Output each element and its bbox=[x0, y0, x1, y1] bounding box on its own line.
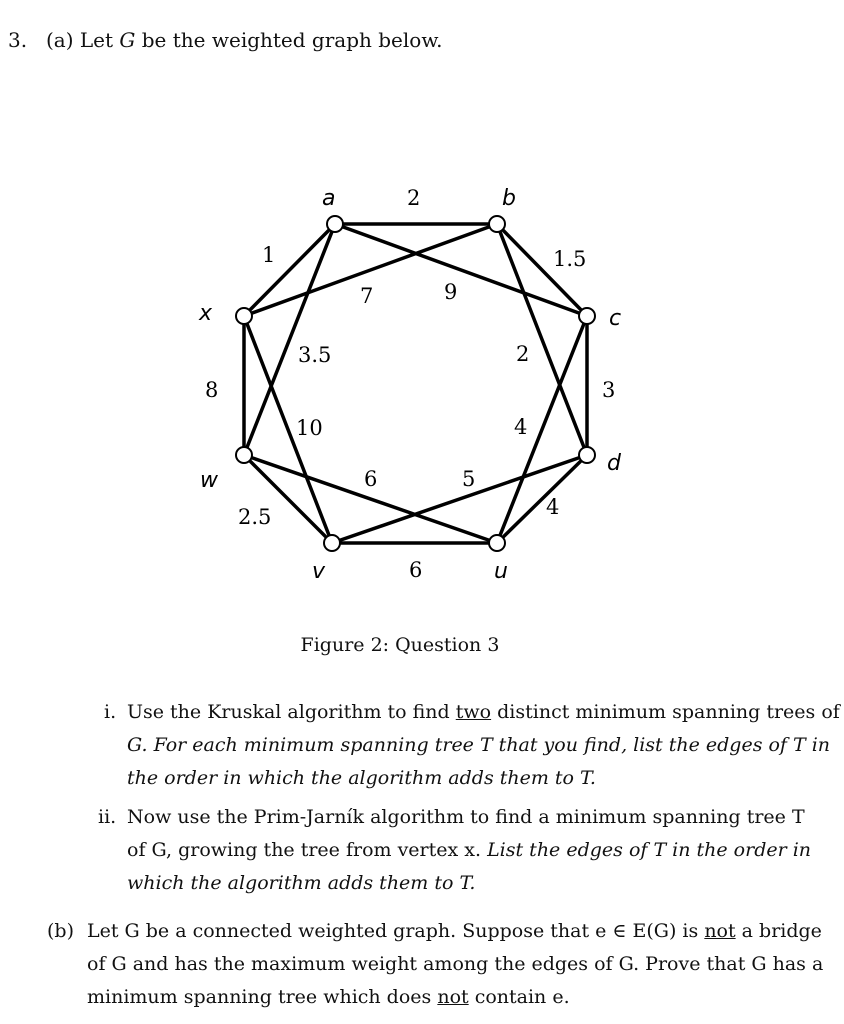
part-i-line-3: the order in which the algorithm adds them to T. bbox=[127, 767, 596, 789]
edge-d-u bbox=[497, 455, 587, 543]
part-ii-line-3: which the algorithm adds them to T. bbox=[127, 872, 476, 894]
vertex-u bbox=[489, 535, 505, 551]
part-ii-line-1: Now use the Prim-Jarník algorithm to find a minimum spanning tree T bbox=[127, 806, 805, 828]
graph-symbol: G bbox=[119, 28, 136, 52]
weight-c-u: 4 bbox=[514, 415, 528, 439]
weight-x-v: 10 bbox=[296, 416, 323, 440]
part-b-text bbox=[87, 915, 823, 1014]
weight-w-u: 6 bbox=[364, 467, 378, 491]
weight-a-x: 1 bbox=[262, 243, 276, 267]
vertex-label-c: c bbox=[609, 306, 622, 331]
weight-a-c: 9 bbox=[444, 280, 458, 304]
edge-w-v bbox=[244, 455, 332, 543]
question-number: 3. bbox=[8, 28, 28, 52]
vertex-c bbox=[579, 308, 595, 324]
weight-a-v: 3.5 bbox=[298, 343, 332, 367]
weight-a-b: 2 bbox=[407, 186, 421, 210]
part-a-marker: (a) bbox=[46, 28, 74, 52]
weight-v-u: 6 bbox=[409, 558, 423, 582]
part-b-line-1: Let G be a connected weighted graph. Suppose that e ∈ E(G) is not a bridge bbox=[87, 920, 822, 942]
weight-w-v: 2.5 bbox=[238, 505, 272, 529]
underlined-not-2: not bbox=[437, 986, 469, 1008]
edge-a-x bbox=[244, 224, 335, 316]
part-ii-marker: ii. bbox=[98, 806, 117, 828]
weight-b-d: 2 bbox=[516, 342, 530, 366]
vertex-label-v: v bbox=[312, 559, 326, 584]
vertex-label-x: x bbox=[199, 301, 213, 326]
weight-d-u: 4 bbox=[546, 495, 560, 519]
vertex-label-u: u bbox=[494, 559, 508, 584]
intro-text-1: Let bbox=[79, 28, 114, 52]
weight-c-d: 3 bbox=[602, 378, 616, 402]
part-b-line-2: of G and has the maximum weight among the edges of G. Prove that G has a bbox=[87, 953, 824, 975]
vertex-label-d: d bbox=[607, 451, 621, 476]
figure-caption: Figure 2: Question 3 bbox=[300, 634, 500, 656]
part-ii-line-2: of G, growing the tree from vertex x. List the edges of T in the order in bbox=[127, 839, 812, 861]
vertex-x bbox=[236, 308, 252, 324]
part-b-marker: (b) bbox=[47, 920, 74, 942]
edge-c-u bbox=[497, 316, 587, 543]
vertex-w bbox=[236, 447, 252, 463]
intro-text-2: be the weighted graph below. bbox=[141, 28, 443, 52]
part-i-marker: i. bbox=[104, 701, 117, 723]
part-i-line-1: Use the Kruskal algorithm to find two distinct minimum spanning trees of bbox=[127, 701, 840, 723]
part-ii-text bbox=[127, 801, 811, 900]
vertex-label-w: w bbox=[200, 468, 218, 493]
part-b-line-3: minimum spanning tree which does not contain e. bbox=[87, 986, 570, 1008]
vertex-a bbox=[327, 216, 343, 232]
vertex-label-b: b bbox=[502, 186, 516, 211]
weight-b-c: 1.5 bbox=[553, 247, 587, 271]
weight-x-w: 8 bbox=[205, 378, 219, 402]
part-i-line-2: G. For each minimum spanning tree T that you find, list the edges of T in bbox=[127, 734, 831, 756]
vertex-v bbox=[324, 535, 340, 551]
underlined-not-1: not bbox=[704, 920, 736, 942]
vertex-d bbox=[579, 447, 595, 463]
underlined-two: two bbox=[455, 701, 492, 723]
weight-x-b: 7 bbox=[360, 284, 374, 308]
weight-v-d: 5 bbox=[462, 467, 476, 491]
vertex-label-a: a bbox=[322, 186, 336, 211]
vertex-b bbox=[489, 216, 505, 232]
part-i-text bbox=[127, 696, 840, 795]
